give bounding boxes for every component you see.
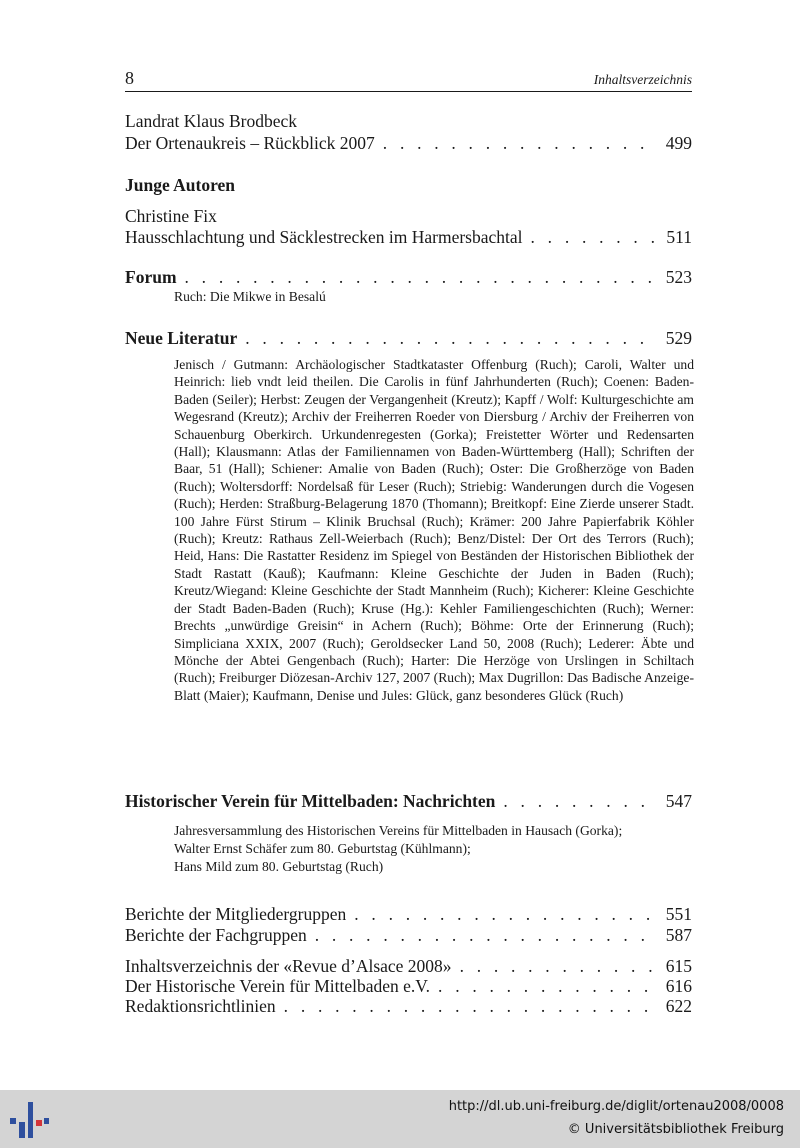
toc-entry-revue-d-alsace[interactable] bbox=[125, 955, 692, 977]
toc-entry-historische-verein-ev[interactable] bbox=[125, 975, 692, 997]
ub-freiburg-logo-icon bbox=[8, 1100, 50, 1142]
dot-leader bbox=[185, 266, 658, 288]
toc-entry-page: 499 bbox=[665, 133, 692, 153]
page-header bbox=[125, 68, 692, 92]
dot-leader bbox=[245, 327, 657, 349]
dot-leader bbox=[383, 132, 658, 154]
toc-entry-forum[interactable] bbox=[125, 266, 692, 288]
dot-leader bbox=[354, 903, 657, 925]
toc-entry-page: 547 bbox=[665, 791, 692, 811]
dot-leader bbox=[460, 955, 658, 977]
toc-entry-fachgruppen[interactable] bbox=[125, 924, 692, 946]
toc-entry-historischer-verein[interactable] bbox=[125, 790, 692, 812]
dot-leader bbox=[438, 975, 658, 997]
toc-entry-title: Neue Literatur bbox=[125, 328, 238, 348]
toc-entry-ortenaukreis[interactable] bbox=[125, 132, 692, 154]
toc-entry-page: 622 bbox=[665, 996, 692, 1016]
forum-subentry: Ruch: Die Mikwe in Besalú bbox=[174, 289, 326, 304]
footer-bar bbox=[0, 1090, 800, 1148]
author-fix: Christine Fix bbox=[125, 206, 217, 226]
toc-entry-title: Inhaltsverzeichnis der «Revue d’Alsace 2008» bbox=[125, 956, 452, 976]
author-brodbeck: Landrat Klaus Brodbeck bbox=[125, 111, 298, 131]
copyright-notice: © Universitätsbibliothek Freiburg bbox=[567, 1122, 784, 1137]
toc-entry-mitgliedergruppen[interactable] bbox=[125, 903, 692, 925]
toc-entry-neue-literatur[interactable] bbox=[125, 327, 692, 349]
toc-entry-title: Berichte der Mitgliedergruppen bbox=[125, 904, 347, 924]
toc-entry-page: 529 bbox=[665, 328, 692, 348]
neue-literatur-reviews: Jenisch / Gutmann: Archäologischer Stadtkataster Offenburg (Ruch); Caroli, Walter und Heinrich: lieb vndt leid theilen. Die Carolis in fünf Jahrhunderten (Ruch); Coenen: Baden-Baden (Seiler); Herbst: Zeugen der Vergangenheit (Kreutz); Kapff / Wolf: Kulturgeschichte am Wegesrand (Kreutz); Archiv der Freiherren Roeder von Diersburg / Archiv der Freiherren von Schauenburg Oberkirch. Urkundenregesten (Gorka); Freistetter Wörter und Redensarten (Hall); Klausmann: Atlas der Familiennamen von Baden-Württemberg (Hall); Schriften der Baar, 51 (Hall); Schiener: Amalie von Baden (Ruch); Oster: Die Großherzöge von Baden (Ruch); Woltersdorff: Nordelsaß für Leser (Ruch); Striebig: Wanderungen durch die Vogesen (Ruch); Herden: Straßburg-Belagerung 1870 (Thomann); Breitkopf: Eine Zierde unserer Stadt. 100 Jahre Fürst Stirum – Klinik Bruchsal (Ruch); Krämer: 200 Jahre Papierfabrik Köhler (Ruch); Kreutz: Rathaus Zell-Weierbach (Ruch); Benz/Distel: Der Ort des Terrors (Ruch); Heid, Hans: Die Rastatter Residenz im Spiegel von Beständen der Historischen Bibliothek der Stadt Rastatt (Kauß); Kaufmann: Kleine Geschichte der Juden in Baden (Ruch); Kreutz/Wiegand: Kleine Geschichte der Stadt Mannheim (Ruch); Kicherer: Kleine Geschichte der Stadt Baden-Baden (Ruch); Kruse (Hg.): Kehler Familiengeschichten (Ruch); Werner: Brechts „unwürdige Greisin“ in Achern (Ruch); Böhme: Orte der Erinnerung (Ruch); Simpliciana XXIX, 2007 (Ruch); Geroldsecker Land 50, 2008 (Ruch); Lederer: Äbte und Mönche der Abtei Gengenbach (Ruch); Harter: Die Herzöge von Urslingen in Schiltach (Ruch); Freiburger Diözesan-Archiv 127, 2007 (Ruch); Max Dugrillon: Das Badische Anzeige-Blatt (Maier); Kaufmann, Denise und Jules: Glück, ganz besonderes Glück (Ruch) bbox=[174, 357, 694, 703]
toc-entry-page: 551 bbox=[665, 904, 692, 924]
toc-entry-title: Redaktionsrichtlinien bbox=[125, 996, 276, 1016]
toc-entry-title: Berichte der Fachgruppen bbox=[125, 925, 307, 945]
running-title: Inhaltsverzeichnis bbox=[593, 72, 692, 87]
toc-entry-page: 615 bbox=[665, 956, 692, 976]
hv-subentry: Hans Mild zum 80. Geburtstag (Ruch) bbox=[174, 859, 384, 874]
page-number: 8 bbox=[125, 68, 134, 88]
hv-subentry: Jahresversammlung des Historischen Vereins für Mittelbaden in Hausach (Gorka); bbox=[174, 823, 623, 838]
toc-entry-title: Historischer Verein für Mittelbaden: Nachrichten bbox=[125, 791, 496, 811]
dot-leader bbox=[315, 924, 658, 946]
section-heading-junge-autoren: Junge Autoren bbox=[125, 175, 236, 195]
toc-entry-hausschlachtung[interactable] bbox=[125, 226, 692, 248]
toc-entry-page: 511 bbox=[666, 227, 692, 247]
toc-entry-title: Der Ortenaukreis – Rückblick 2007 bbox=[125, 133, 375, 153]
toc-entry-title: Hausschlachtung und Säcklestrecken im Harmersbachtal bbox=[125, 227, 523, 247]
hv-subentry: Walter Ernst Schäfer zum 80. Geburtstag (Kühlmann); bbox=[174, 841, 471, 856]
dot-leader bbox=[284, 995, 658, 1017]
toc-entry-page: 587 bbox=[665, 925, 692, 945]
toc-entry-title: Forum bbox=[125, 267, 177, 287]
toc-entry-redaktionsrichtlinien[interactable] bbox=[125, 995, 692, 1017]
toc-entry-title: Der Historische Verein für Mittelbaden e.V. bbox=[125, 976, 431, 996]
toc-entry-page: 616 bbox=[665, 976, 692, 996]
source-url-link[interactable]: http://dl.ub.uni-freiburg.de/diglit/ortenau2008/0008 bbox=[448, 1099, 784, 1114]
toc-entry-page: 523 bbox=[665, 267, 692, 287]
header-rule bbox=[125, 91, 692, 92]
dot-leader bbox=[531, 226, 659, 248]
dot-leader bbox=[503, 790, 657, 812]
